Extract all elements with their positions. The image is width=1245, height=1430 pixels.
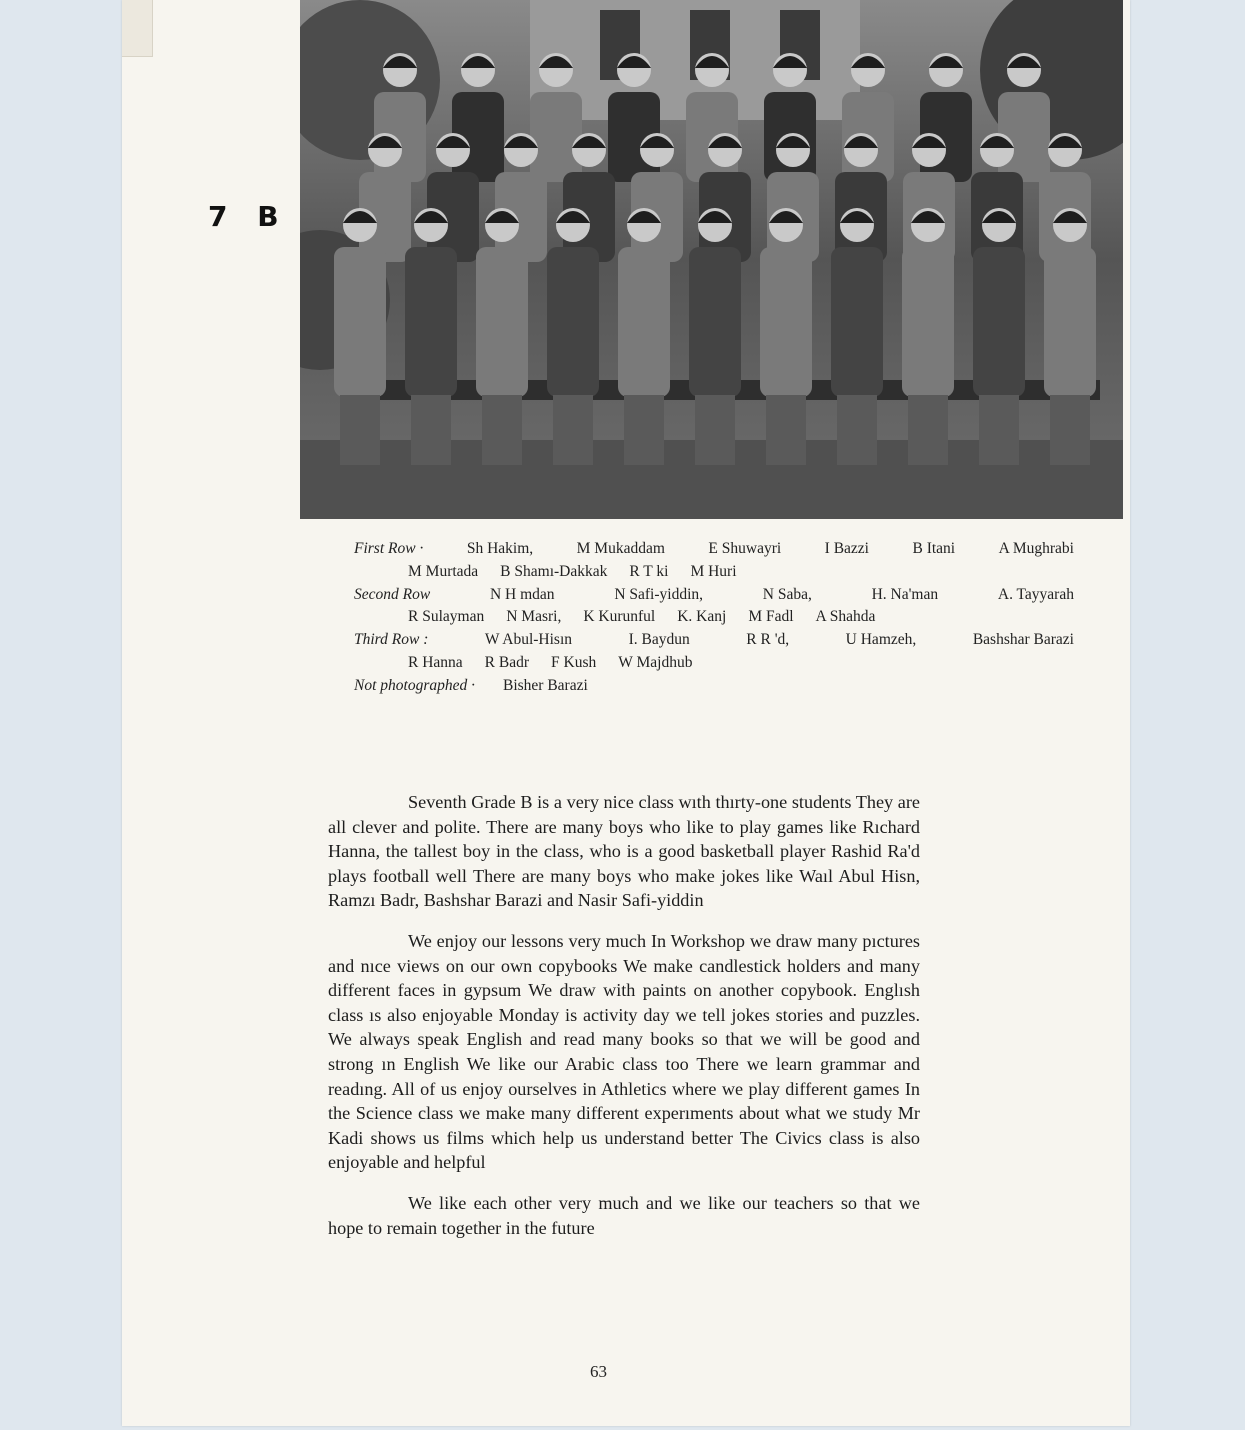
- student-name: R T ki: [629, 562, 669, 580]
- student-figure-body: [547, 247, 599, 397]
- student-figure-body: [618, 247, 670, 397]
- paragraph-1: Seventh Grade B is a very nice class wıth thırty-one students They are all clever and polite. There are many boys who like to play games like Rıchard Hanna, the tallest boy in the class, who is a good basketball player Rashid Ra'd plays football well There are many boys who make jokes like Waıl Abul Hisn, Ramzı Badr, Bashshar Barazi and Nasir Safi-yiddin: [328, 792, 920, 911]
- student-name: W Majdhub: [618, 653, 693, 671]
- student-name: N H mdan: [489, 585, 555, 603]
- student-name: B Shamı-Dakkak: [500, 562, 608, 580]
- student-figure-legs: [979, 395, 1019, 465]
- student-name: H. Na'man: [871, 585, 939, 603]
- paragraph-3: We like each other very much and we like our teachers so that we hope to remain together in the future: [328, 1192, 920, 1238]
- student-name: Bashshar Barazi: [972, 631, 1074, 649]
- student-figure-legs: [766, 395, 806, 465]
- student-figure-legs: [340, 395, 380, 465]
- student-name: E Shuwayri: [708, 540, 782, 557]
- student-name: U Hamzeh,: [845, 631, 917, 649]
- first-row-label: First Row ·: [354, 540, 424, 557]
- photo-caption: [354, 538, 1074, 698]
- class-photo: [300, 0, 1123, 519]
- student-figure-body: [1044, 247, 1096, 397]
- student-name: I. Baydun: [628, 631, 690, 649]
- student-name: M Huri: [690, 562, 737, 580]
- student-name: R Hanna: [408, 653, 463, 671]
- student-name: A. Tayyarah: [997, 585, 1074, 603]
- class-description: [328, 790, 920, 1256]
- third-row-label: Third Row :: [354, 631, 429, 649]
- student-figure-legs: [908, 395, 948, 465]
- student-name: A Shahda: [815, 608, 876, 626]
- student-name: A Mughrabi: [998, 540, 1074, 557]
- student-name: Bisher Barazi: [503, 676, 588, 694]
- student-figure-body: [760, 247, 812, 397]
- student-figure-body: [334, 247, 386, 397]
- student-figure-legs: [1050, 395, 1090, 465]
- student-name: R Sulayman: [408, 608, 485, 626]
- student-name: K Kurunful: [583, 608, 656, 626]
- class-photo-image: [300, 0, 1123, 519]
- student-figure-legs: [624, 395, 664, 465]
- first-row-line1: [354, 538, 1074, 561]
- student-name: Sh Hakim,: [466, 540, 534, 557]
- page-number: 63: [590, 1362, 607, 1381]
- second-row-line2: [354, 606, 1074, 629]
- student-name: M Murtada: [408, 562, 479, 580]
- student-name: I Bazzi: [824, 540, 869, 557]
- student-figure-legs: [411, 395, 451, 465]
- student-name: N Safi-yiddin,: [614, 585, 703, 603]
- student-name: M Fadl: [748, 608, 794, 626]
- student-name: K. Kanj: [677, 608, 727, 626]
- student-name: M Mukaddam: [576, 540, 665, 557]
- student-figure-body: [831, 247, 883, 397]
- student-figure-body: [405, 247, 457, 397]
- paragraph-2: We enjoy our lessons very much In Workshop we draw many pıctures and nıce views on our own copybooks We make candlestick holders and many different faces in gypsum We draw with paints on another copybook. Englısh class ıs also enjoyable Monday is activity day we tell jokes stories and puzzles. We always speak English and read many books so that we will be good and strong ın English We like our Arabic class too There we learn grammar and readıng. All of us enjoy ourselves in Athletics where we play different games In the Science class we make many different experıments about what we study Mr Kadi shows us films which help us understand better The Civics class is also enjoyable and helpful: [328, 930, 920, 1173]
- not-photographed-line: [354, 675, 1074, 698]
- not-photographed-label: Not photographed ·: [354, 676, 475, 694]
- class-title: 7 B: [208, 200, 289, 233]
- second-row-line1: [354, 584, 1074, 607]
- student-figure-body: [902, 247, 954, 397]
- student-name: F Kush: [551, 653, 597, 671]
- student-figure-body: [476, 247, 528, 397]
- student-figure-legs: [553, 395, 593, 465]
- third-row-line1: [354, 629, 1074, 652]
- student-name: N Saba,: [762, 585, 812, 603]
- student-name: W Abul-Hisın: [484, 631, 573, 649]
- student-figure-body: [530, 92, 582, 182]
- student-name: R R 'd,: [746, 631, 790, 649]
- student-figure-legs: [695, 395, 735, 465]
- second-row-label: Second Row: [354, 585, 431, 603]
- student-figure-legs: [482, 395, 522, 465]
- student-figure-legs: [837, 395, 877, 465]
- student-figure-body: [973, 247, 1025, 397]
- student-name: R Badr: [484, 653, 530, 671]
- torn-corner: [122, 0, 153, 57]
- student-figure-body: [689, 247, 741, 397]
- first-row-line2: [354, 561, 1074, 584]
- third-row-line2: [354, 652, 1074, 675]
- student-name: B Itani: [912, 540, 956, 557]
- student-name: N Masri,: [506, 608, 562, 626]
